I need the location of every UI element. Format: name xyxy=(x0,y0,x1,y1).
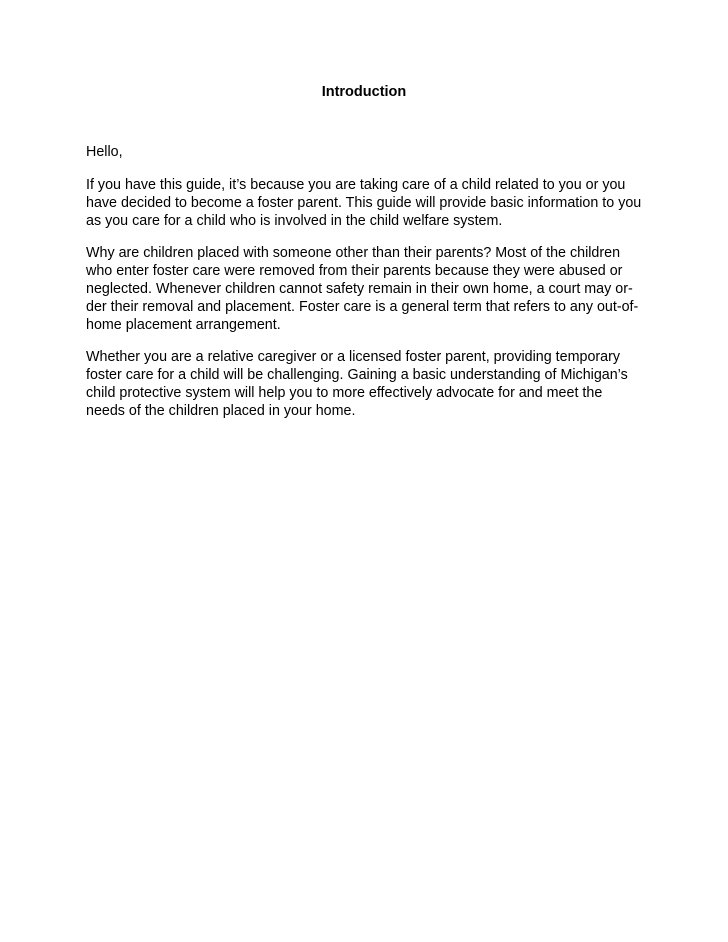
paragraph-2 xyxy=(86,244,656,334)
page-title: Introduction xyxy=(321,84,407,100)
paragraph-line: as you care for a child who is involved in the child welfare system. xyxy=(86,213,503,229)
paragraph-line: If you have this guide, it’s because you are taking care of a child related to you or you xyxy=(86,177,626,193)
paragraph-line: who enter foster care were removed from their parents because they were abused or xyxy=(86,263,623,279)
paragraph-line: Why are children placed with someone other than their parents? Most of the children xyxy=(86,245,621,261)
paragraph-line: der their removal and placement. Foster care is a general term that refers to any out-of- xyxy=(86,299,639,315)
paragraph-3 xyxy=(86,348,656,420)
paragraph-line: Whether you are a relative caregiver or a licensed foster parent, providing temporary xyxy=(86,349,621,365)
paragraph-line: foster care for a child will be challenging. Gaining a basic understanding of Michigan’s xyxy=(86,367,628,383)
paragraph-line: home placement arrangement. xyxy=(86,317,281,333)
greeting-text: Hello, xyxy=(86,144,123,160)
paragraph-line: have decided to become a foster parent. This guide will provide basic information to you xyxy=(86,195,642,211)
paragraph-1 xyxy=(86,176,656,230)
paragraph-line: needs of the children placed in your home. xyxy=(86,403,356,419)
paragraph-line: child protective system will help you to more effectively advocate for and meet the xyxy=(86,385,603,401)
paragraph-line: neglected. Whenever children cannot safety remain in their own home, a court may or- xyxy=(86,281,633,297)
